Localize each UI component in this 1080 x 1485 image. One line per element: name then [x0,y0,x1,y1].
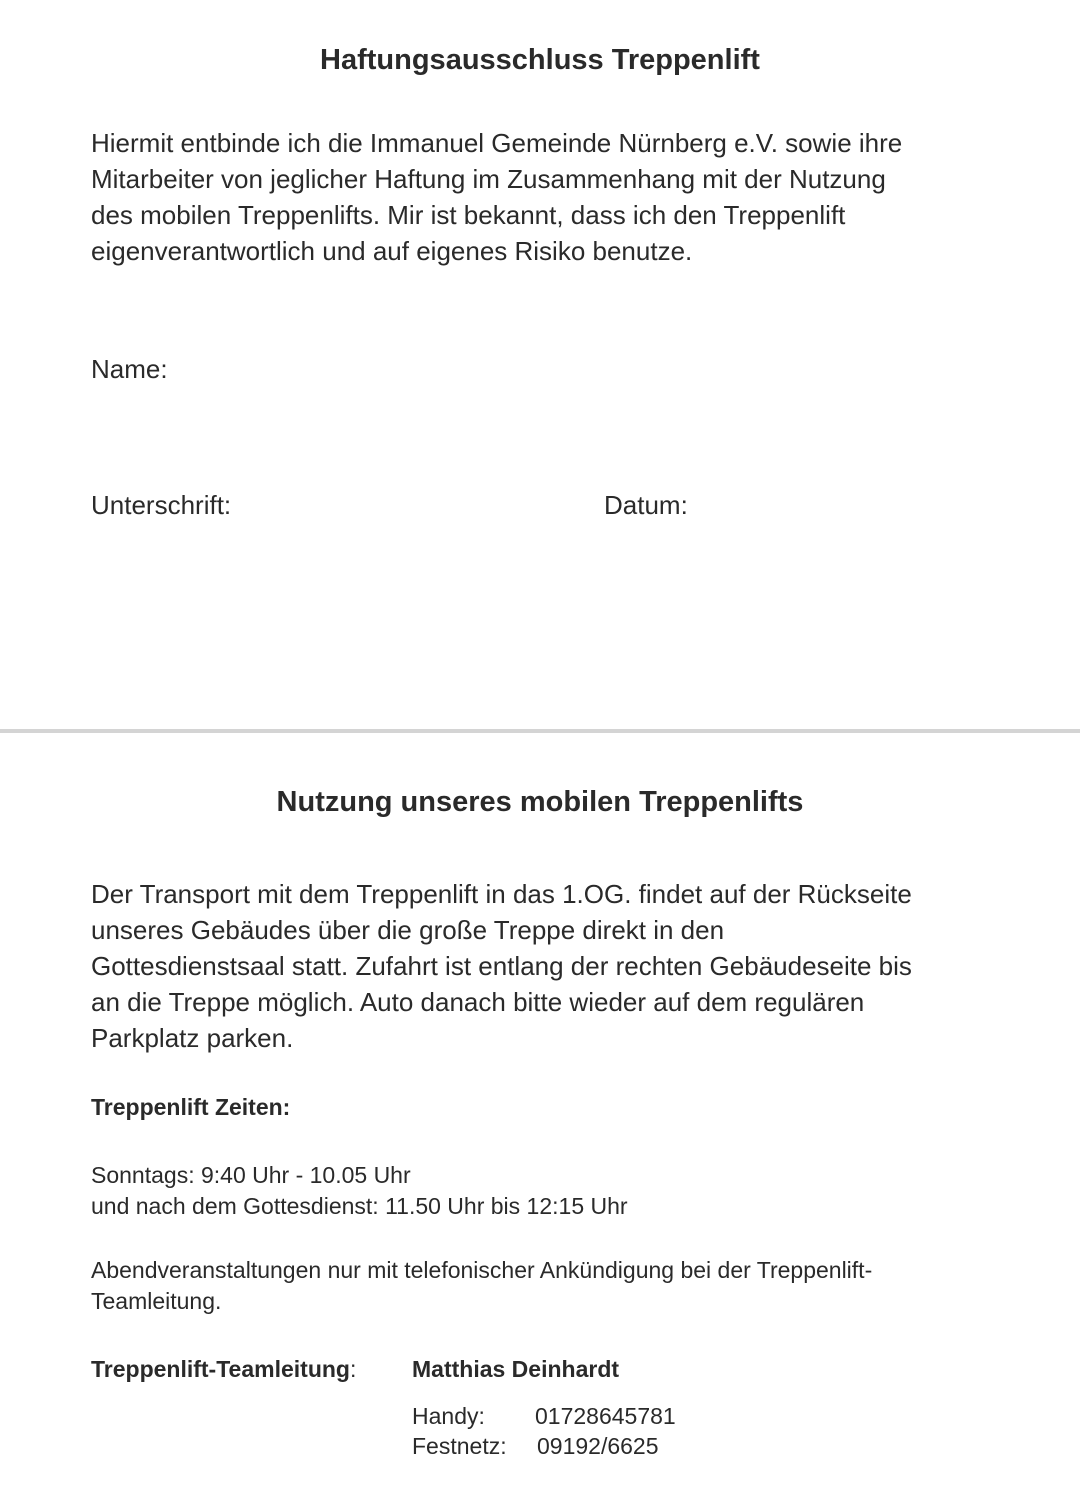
name-label: Name: [91,354,168,384]
waiver-text-line: Mitarbeiter von jeglicher Haftung im Zusammenhang mit der Nutzung [91,164,886,194]
section-divider [0,729,1080,733]
mobile-number: 01728645781 [535,1403,676,1429]
contact-label-colon: : [349,1356,357,1382]
times-sunday: Sonntags: 9:40 Uhr - 10.05 Uhr [91,1162,411,1188]
usage-text-line: Der Transport mit dem Treppenlift in das 1.OG. findet auf der Rückseite [91,879,912,909]
contact-label [91,1354,356,1385]
waiver-text-line: des mobilen Treppenlifts. Mir ist bekannt, dass ich den Treppenlift [91,200,846,230]
usage-text-line: Parkplatz parken. [91,1023,294,1053]
evening-note [91,1255,872,1317]
waiver-text-line: eigenverantwortlich und auf eigenes Risiko benutze. [91,236,693,266]
usage-text-line: an die Treppe möglich. Auto danach bitte wieder auf dem regulären [91,987,865,1017]
signature-label: Unterschrift: [91,490,232,520]
evening-note-line: Teamleitung. [91,1288,222,1314]
usage-text [91,876,912,1056]
usage-text-line: unseres Gebäudes über die große Treppe direkt in den [91,915,725,945]
contact-name: Matthias Deinhardt [412,1356,620,1382]
evening-note-line: Abendveranstaltungen nur mit telefonischer Ankündigung bei der Treppenlift- [91,1257,873,1283]
usage-text-line: Gottesdienstsaal statt. Zufahrt ist entlang der rechten Gebäudeseite bis [91,951,912,981]
date-label: Datum: [604,490,688,520]
landline-number: 09192/6625 [537,1433,659,1459]
times-after-service: und nach dem Gottesdienst: 11.50 Uhr bis 12:15 Uhr [91,1193,628,1219]
waiver-text-line: Hiermit entbinde ich die Immanuel Gemeinde Nürnberg e.V. sowie ihre [91,128,903,158]
contact-label-text: Treppenlift-Teamleitung [91,1356,350,1382]
landline-label: Festnetz: [412,1433,507,1459]
mobile-label: Handy: [412,1403,485,1429]
waiver-title: Haftungsausschluss Treppenlift [320,44,760,76]
times-heading: Treppenlift Zeiten: [91,1094,291,1120]
waiver-text [91,125,902,269]
usage-title: Nutzung unseres mobilen Treppenlifts [276,786,804,818]
